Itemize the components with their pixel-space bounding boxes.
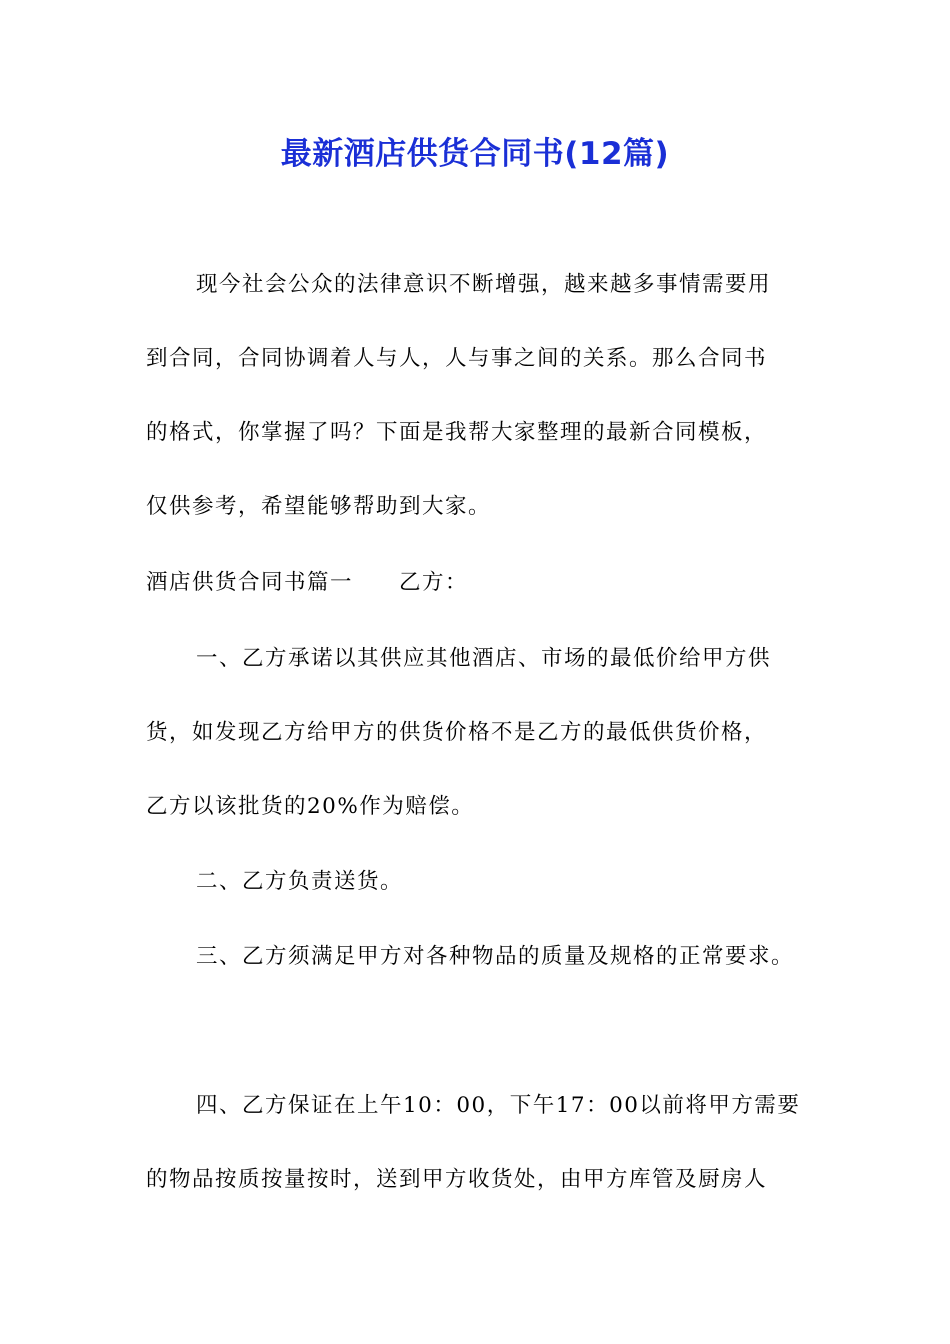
clause-2 [146,845,812,919]
clause-1 [146,622,812,844]
clause-line: 的物品按质按量按时，送到甲方收货处，由甲方库管及厨房人 [146,1167,768,1192]
section-heading-row [146,546,812,620]
clause-line: 乙方以该批货的20%作为赔偿。 [146,794,475,819]
clause-line: 三、乙方须满足甲方对各种物品的质量及规格的正常要求。 [196,944,795,969]
clause-line: 二、乙方负责送货。 [196,869,404,894]
intro-line: 的格式，你掌握了吗？下面是我帮大家整理的最新合同模板， [146,420,768,445]
clause-4 [146,1069,812,1217]
intro-line: 仅供参考，希望能够帮助到大家。 [146,494,492,519]
intro-line: 到合同，合同协调着人与人，人与事之间的关系。那么合同书 [146,346,768,371]
document-title: 最新酒店供货合同书(12篇) [280,136,670,172]
section-heading-line [146,546,812,620]
clause-line: 货，如发现乙方给甲方的供货价格不是乙方的最低供货价格， [146,720,768,745]
clause-line: 一、乙方承诺以其供应其他酒店、市场的最低价给甲方供 [196,646,772,671]
clause-3 [146,920,812,994]
intro-paragraph [146,248,812,544]
clause-line: 四、乙方保证在上午10：00，下午17：00以前将甲方需要 [196,1093,801,1118]
intro-line: 现今社会公众的法律意识不断增强，越来越多事情需要用 [196,272,772,297]
party-b-label: 乙方： [399,570,469,595]
section-heading: 酒店供货合同书篇一 [146,570,354,595]
